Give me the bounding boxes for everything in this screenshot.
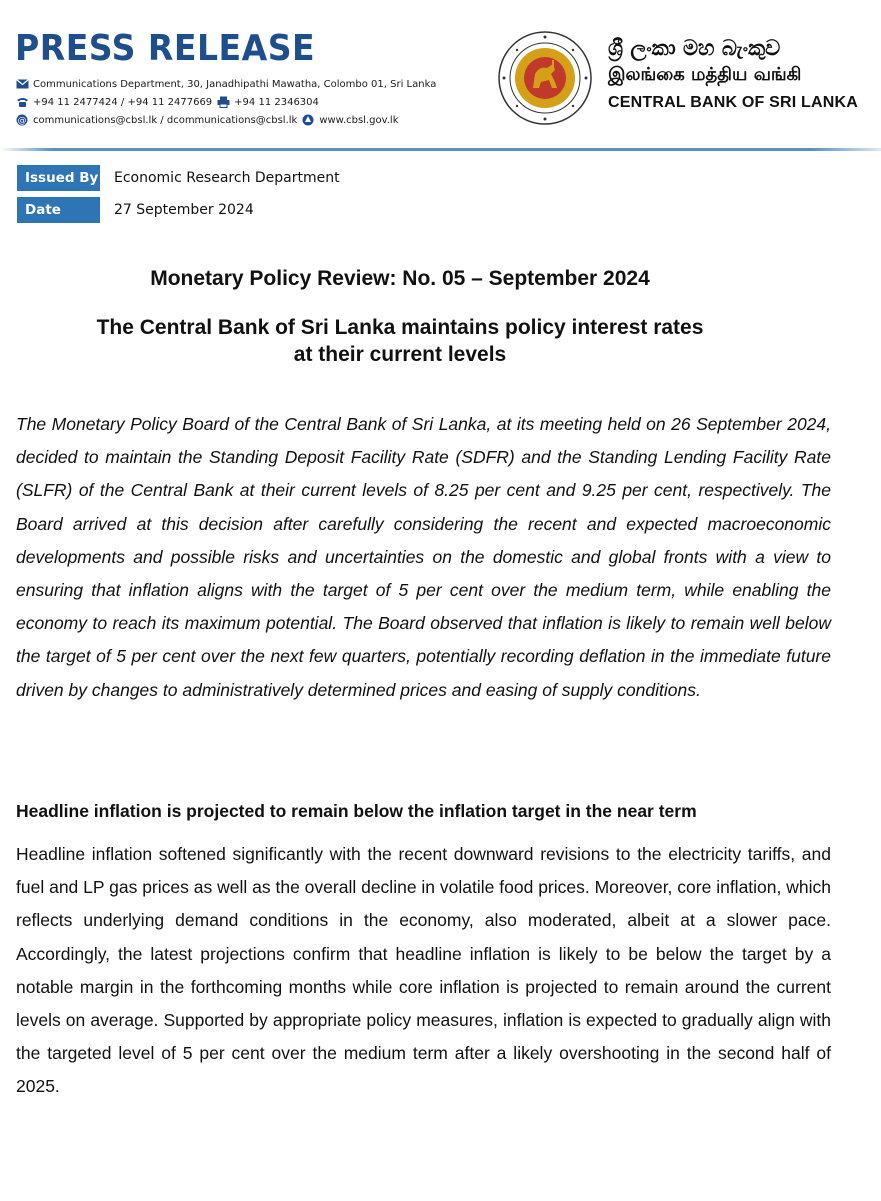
email-addresses[interactable]: communications@cbsl.lk / dcommunications@cbsl.lk <box>33 114 298 126</box>
document-subtitle <box>0 314 800 368</box>
document-subtitle-line2: at their current levels <box>293 343 507 366</box>
svg-text:@: @ <box>17 116 27 126</box>
envelope-icon <box>15 78 29 90</box>
globe-icon <box>301 114 315 126</box>
email-web-line <box>15 112 399 128</box>
bank-name-sinhala: ශ්‍රී ලංකා මහ බැංකුව <box>608 36 781 60</box>
central-bank-seal-icon <box>497 30 593 126</box>
bank-name-block <box>608 34 858 112</box>
press-release-header <box>0 0 881 150</box>
website-link[interactable]: www.cbsl.gov.lk <box>319 114 399 126</box>
bank-name-tamil: இலங்கை மத்திய வங்கி <box>608 64 802 85</box>
section-heading: Headline inflation is projected to remain below the inflation target in the near term <box>16 801 697 821</box>
bank-name-english: CENTRAL BANK OF SRI LANKA <box>608 94 859 111</box>
address-text: Communications Department, 30, Janadhipathi Mawatha, Colombo 01, Sri Lanka <box>33 78 437 90</box>
header-divider <box>0 148 881 151</box>
address-line <box>15 76 436 92</box>
date-label: Date <box>17 197 100 223</box>
fax-icon <box>216 96 230 108</box>
section-paragraph: Headline inflation softened significantly with the recent downward revisions to the electricity tariffs, and fuel and LP gas prices as well as the overall decline in volatile food prices. Moreover, core inflation, which reflects underlying demand conditions in the economy, also moderated, albeit at a slower pace. Accordingly, the latest projections confirm that headline inflation is likely to be below the target by a notable margin in the forthcoming months while core inflation is projected to remain around the current levels on average. Supported by appropriate policy measures, inflation is expected to gradually align with the targeted level of 5 per cent over the medium term after a likely overshooting in the second half of 2025. <box>16 844 831 1097</box>
phone-numbers: +94 11 2477424 / +94 11 2477669 <box>33 96 213 108</box>
issued-by-value: Economic Research Department <box>114 170 340 186</box>
press-release-title: PRESS RELEASE <box>15 28 316 69</box>
date-row <box>17 197 254 223</box>
at-icon <box>15 114 29 126</box>
fax-number: +94 11 2346304 <box>234 96 319 108</box>
issued-by-label: Issued By <box>17 165 100 191</box>
document-subtitle-line1: The Central Bank of Sri Lanka maintains policy interest rates <box>96 316 704 339</box>
issued-by-row <box>17 165 340 191</box>
telephone-icon <box>15 96 29 108</box>
date-value: 27 September 2024 <box>114 202 254 218</box>
phone-line <box>15 94 319 110</box>
document-title: Monetary Policy Review: No. 05 – September 2024 <box>150 267 650 290</box>
intro-paragraph: The Monetary Policy Board of the Central Bank of Sri Lanka, at its meeting held on 26 September 2024, decided to maintain the Standing Deposit Facility Rate (SDFR) and the Standing Lending Facility Rate (SLFR) of the Central Bank at their current levels of 8.25 per cent and 9.25 per cent, respectively. The Board arrived at this decision after carefully considering the recent and expected macroeconomic developments and possible risks and uncertainties on the domestic and global fronts with a view to ensuring that inflation aligns with the target of 5 per cent over the medium term, while enabling the economy to reach its maximum potential. The Board observed that inflation is likely to remain well below the target of 5 per cent over the next few quarters, potentially recording deflation in the immediate future driven by changes to administratively determined prices and easing of supply conditions. <box>16 414 831 700</box>
